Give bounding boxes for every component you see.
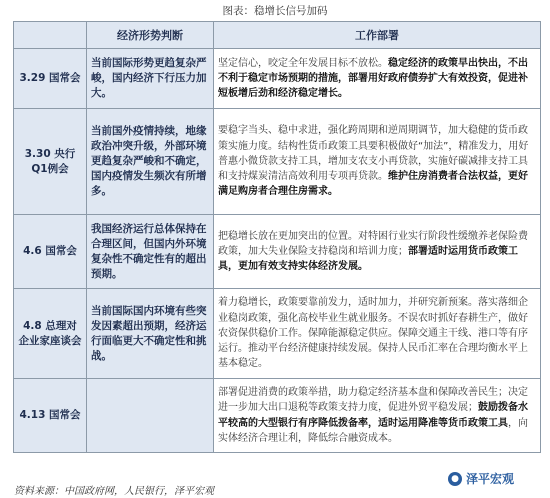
work-text: 对特困行业实行阶段性缓缴养老保险费政策，加大失业保险支持稳岗和培训力度； xyxy=(218,230,528,257)
work-text: 坚定信心，咬定全年发展目标不放松。 xyxy=(218,57,388,69)
work-text: 着力稳增长，政策要靠前发力，适时加力，并研究新预案。落实落细企业稳岗政策，强化高校毕业生就业服务。不误农时抓好春耕生产，做好农资保供稳价工作。保障能源稳定供应。保障交通主干线、港口等有序运行。推动平台经济健康持续发展。保持人民币汇率在合理均衡水平上基本稳定。 xyxy=(218,297,528,370)
row-judgment: 当前国际国内环境有些突发因素超出预期，经济运行面临更大不确定性和挑战。 xyxy=(87,289,214,379)
work-highlight: 维护住房消费者合法权益，更好满足购房者合理住房需求。 xyxy=(218,171,528,198)
table-row xyxy=(14,215,541,289)
row-work xyxy=(214,109,541,215)
row-date: 3.29 国常会 xyxy=(14,49,87,109)
row-date: 4.13 国常会 xyxy=(14,379,87,453)
header-work: 工作部署 xyxy=(214,22,541,49)
table-header-row xyxy=(14,22,541,49)
work-text: 结构性货币政策工具要积极做好“加法”，精准发力，用好普惠小微贷款支持工具，增加支农支小再贷款，实施好碳减排支持工具和支持煤炭清洁高效利用专项再贷款。 xyxy=(218,140,529,183)
work-highlight: 鼓励拨备水平较高的大型银行有序降低拨备率，适时运用降准等货币政策工具 xyxy=(218,402,528,429)
row-date: 4.6 国常会 xyxy=(14,215,87,289)
row-work xyxy=(214,379,541,453)
row-work xyxy=(214,289,541,379)
figure-caption: 图表：稳增长信号加码 xyxy=(222,5,328,17)
table-row xyxy=(14,49,541,109)
header-date xyxy=(14,22,87,49)
row-judgment xyxy=(87,379,214,453)
header-judgment: 经济形势判断 xyxy=(87,22,214,49)
table-row xyxy=(14,109,541,215)
work-text: 要稳字当头、稳中求进，强化跨周期和逆周期调节，加大稳健的货币政策实施力度。 xyxy=(218,125,528,152)
work-highlight: 稳定经济的政策早出快出，不出不利于稳定市场预期的措施，部署用好政府债券扩大有效投资，促进补短板增后劲和经济稳定增长。 xyxy=(218,57,528,100)
wechat-logo-icon: ● xyxy=(448,472,462,486)
work-text: 把稳增长放在更加突出的位置。 xyxy=(218,230,358,242)
watermark xyxy=(448,470,514,487)
policy-table xyxy=(13,21,541,453)
row-judgment: 当前国外疫情持续，地缘政治冲突升级，外部环境更趋复杂严峻和不确定，国内疫情发生频次有所增多。 xyxy=(87,109,214,215)
work-text: 部署促进消费的政策举措，助力稳定经济基本盘和保障改善民生；决定进一步加大出口退税等政策支持力度，促进外贸平稳发展； xyxy=(218,387,528,414)
row-date: 4.8 总理对企业家座谈会 xyxy=(14,289,87,379)
table-row xyxy=(14,289,541,379)
row-judgment: 当前国际形势更趋复杂严峻，国内经济下行压力加大。 xyxy=(87,49,214,109)
work-text: ，向实体经济合理让利，降低综合融资成本。 xyxy=(218,417,528,444)
row-work xyxy=(214,215,541,289)
source-note: 资料来源：中国政府网，人民银行，泽平宏观 xyxy=(14,486,214,497)
work-highlight: 部署适时运用货币政策工具，更加有效支持实体经济发展。 xyxy=(218,245,518,273)
row-judgment: 我国经济运行总体保持在合理区间，但国内外环境复杂性不确定性有的超出预期。 xyxy=(87,215,214,289)
watermark-text: 泽平宏观 xyxy=(466,472,515,486)
row-date: 3.30 央行Q1例会 xyxy=(14,109,87,215)
table-row xyxy=(14,379,541,453)
row-work xyxy=(214,49,541,109)
